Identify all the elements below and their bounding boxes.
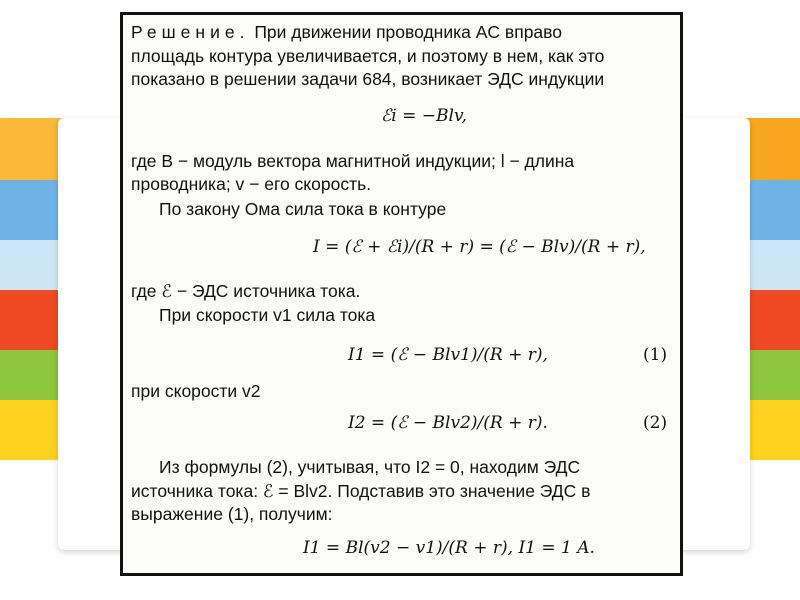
paragraph-7-line-3: выражение (1), получим: (131, 504, 333, 524)
paragraph-1-line-3: показано в решении задачи 684, возникает ЭДС индукции (131, 69, 605, 89)
formula-ohm-law: I = (ℰ + ℰi)/(R + r) = (ℰ − Blv)/(R + r), (313, 237, 646, 257)
paragraph-3: По закону Ома сила тока в контуре (159, 199, 447, 219)
paragraph-7-line-2: источника тока: ℰ = Blv2. Подставив это значение ЭДС в (131, 481, 591, 501)
formula-current-2: I2 = (ℰ − Blv2)/(R + r). (348, 413, 548, 433)
solution-heading: Решение. (131, 22, 250, 42)
paragraph-1-line-1: Решение. При движении проводника AC вправо (131, 22, 562, 42)
paragraph-4: где ℰ − ЭДС источника тока. (131, 281, 361, 301)
paragraph-6: при скорости v2 (131, 381, 261, 401)
formula-emf-induction: ℰi = −Blv, (381, 106, 467, 126)
equation-number-1: (1) (643, 345, 668, 365)
paragraph-2-line-2: проводника; v − его скорость. (131, 174, 372, 194)
formula-current-1: I1 = (ℰ − Blv1)/(R + r), (348, 345, 548, 365)
scanned-solution-page (120, 12, 683, 576)
paragraph-2-line-1: где B − модуль вектора магнитной индукции; l − длина (131, 151, 575, 171)
paragraph-1-line-2: площадь контура увеличивается, и поэтому в нем, как это (131, 46, 605, 66)
formula-final-result: I1 = Bl(v2 − v1)/(R + r), I1 = 1 A. (303, 538, 595, 558)
paragraph-5: При скорости v1 сила тока (159, 305, 376, 325)
paragraph-7-line-1: Из формулы (2), учитывая, что I2 = 0, находим ЭДС (159, 457, 581, 477)
equation-number-2: (2) (643, 413, 668, 433)
